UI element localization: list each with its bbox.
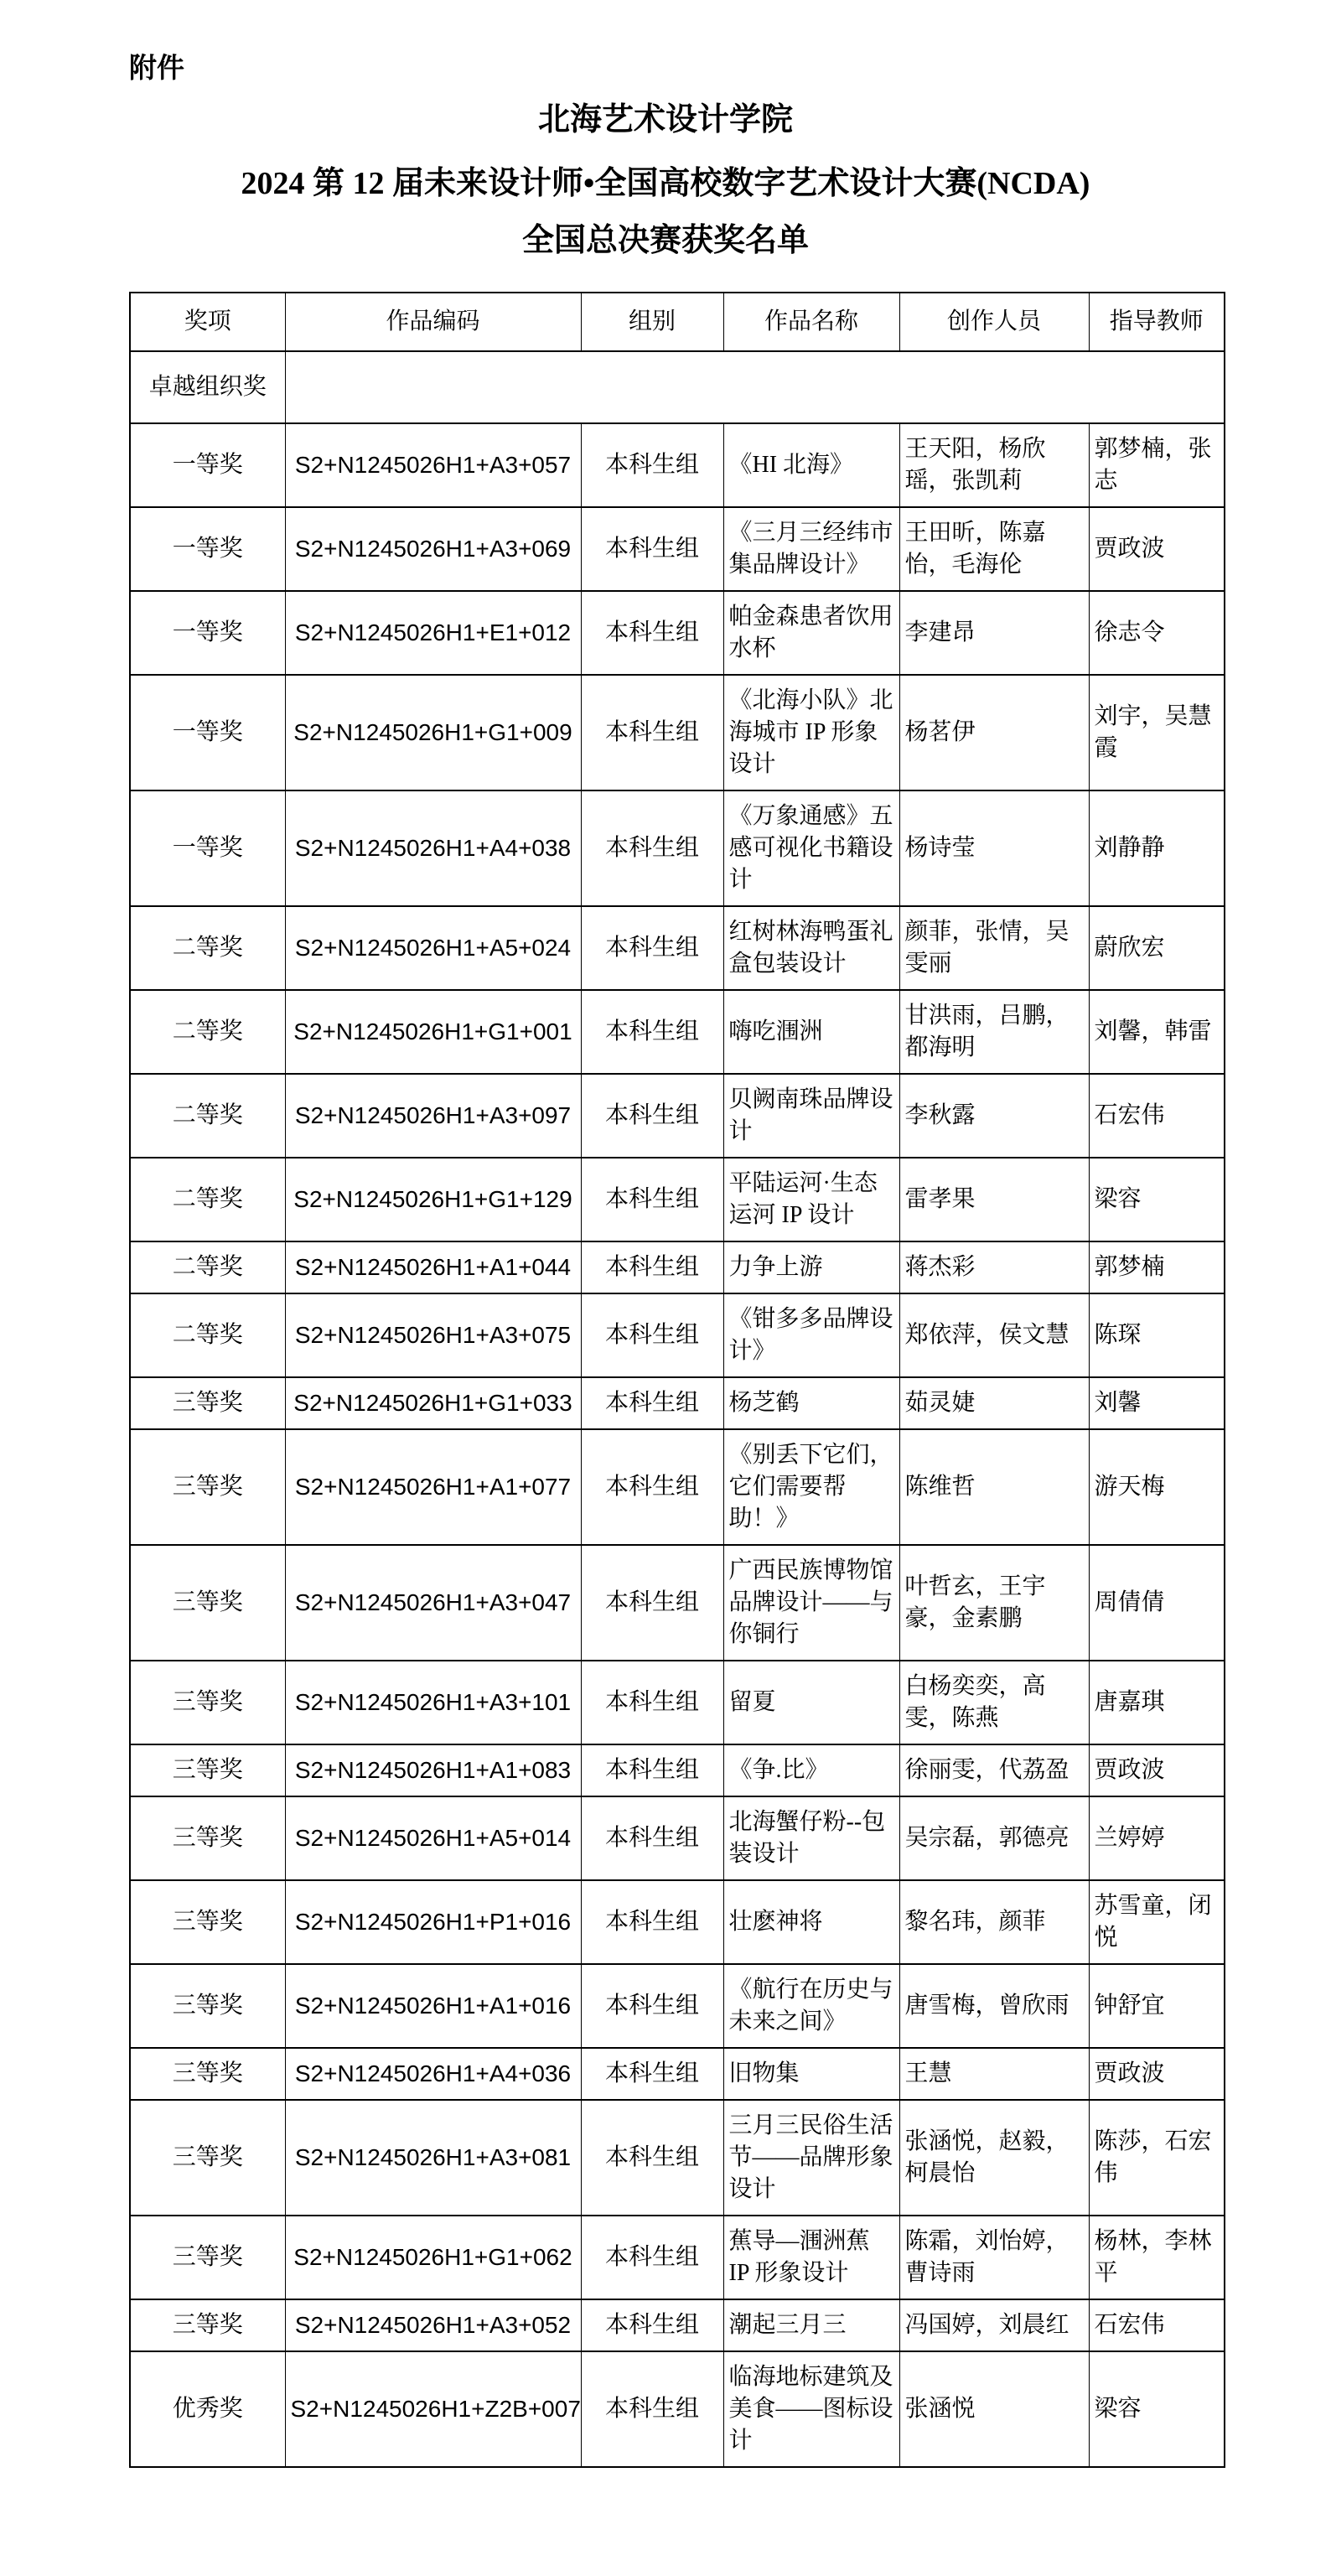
advisors-cell: 梁容 [1089,1158,1225,1241]
award-cell: 一等奖 [130,591,285,675]
code-cell: S2+N1245026H1+A1+083 [285,1744,581,1796]
award-cell: 三等奖 [130,1661,285,1744]
creators-cell: 徐丽雯，代荔盈 [899,1744,1089,1796]
award-cell: 二等奖 [130,1158,285,1241]
advisors-cell: 蔚欣宏 [1089,906,1225,990]
table-row [130,591,1225,675]
creators-cell: 陈霜，刘怡婷，曹诗雨 [899,2216,1089,2299]
award-cell: 三等奖 [130,1796,285,1880]
code-cell: S2+N1245026H1+A1+077 [285,1429,581,1545]
work-title-cell: 红树林海鸭蛋礼盒包装设计 [723,906,899,990]
header-creators: 创作人员 [899,293,1089,351]
code-cell: S2+N1245026H1+A3+075 [285,1293,581,1377]
award-cell: 三等奖 [130,1545,285,1661]
code-cell: S2+N1245026H1+P1+016 [285,1880,581,1964]
creators-cell: 张涵悦，赵毅，柯晨怡 [899,2100,1089,2216]
group-cell: 本科生组 [581,1744,723,1796]
code-cell: S2+N1245026H1+E1+012 [285,591,581,675]
work-title-cell: 《钳多多品牌设计》 [723,1293,899,1377]
work-title-cell: 帕金森患者饮用水杯 [723,591,899,675]
work-title-cell: 留夏 [723,1661,899,1744]
group-cell: 本科生组 [581,2299,723,2351]
code-cell: S2+N1245026H1+A3+047 [285,1545,581,1661]
creators-cell: 茹灵婕 [899,1377,1089,1429]
advisors-cell: 陈琛 [1089,1293,1225,1377]
work-title-cell: 力争上游 [723,1241,899,1293]
code-cell: S2+N1245026H1+A4+036 [285,2048,581,2100]
creators-cell: 黎名玮，颜菲 [899,1880,1089,1964]
work-title-cell: 《航行在历史与未来之间》 [723,1964,899,2048]
group-cell: 本科生组 [581,790,723,906]
list-title: 全国总决赛获奖名单 [521,223,809,258]
creators-cell: 蒋杰彩 [899,1241,1089,1293]
award-cell: 二等奖 [130,1293,285,1377]
creators-cell: 陈维哲 [899,1429,1089,1545]
group-cell: 本科生组 [581,2216,723,2299]
code-cell: S2+N1245026H1+G1+001 [285,990,581,1074]
table-row [130,1796,1225,1880]
group-cell: 本科生组 [581,906,723,990]
work-title-cell: 北海蟹仔粉--包装设计 [723,1796,899,1880]
table-row [130,675,1225,790]
advisors-cell: 石宏伟 [1089,1074,1225,1158]
work-title-cell: 临海地标建筑及美食——图标设计 [723,2351,899,2467]
awards-table-body [130,351,1225,2467]
award-cell: 优秀奖 [130,2351,285,2467]
advisors-cell: 刘馨，韩雷 [1089,990,1225,1074]
award-cell: 二等奖 [130,1241,285,1293]
table-row [130,2351,1225,2467]
creators-cell: 张涵悦 [899,2351,1089,2467]
group-cell: 本科生组 [581,2048,723,2100]
code-cell: S2+N1245026H1+G1+009 [285,675,581,790]
table-row [130,1074,1225,1158]
header-group: 组别 [581,293,723,351]
group-cell: 本科生组 [581,1241,723,1293]
creators-cell: 唐雪梅，曾欣雨 [899,1964,1089,2048]
creators-cell: 李秋露 [899,1074,1089,1158]
table-row [130,1429,1225,1545]
code-cell: S2+N1245026H1+A3+057 [285,423,581,507]
table-row [130,2299,1225,2351]
creators-cell: 王天阳，杨欣瑶，张凯莉 [899,423,1089,507]
award-cell: 一等奖 [130,507,285,591]
creators-cell: 颜菲，张情，吴雯丽 [899,906,1089,990]
awards-table [129,292,1225,2468]
work-title-cell: 《HI 北海》 [723,423,899,507]
group-cell: 本科生组 [581,1293,723,1377]
group-cell: 本科生组 [581,1429,723,1545]
table-row [130,1377,1225,1429]
work-title-cell: 杨芝鹤 [723,1377,899,1429]
award-cell: 三等奖 [130,1964,285,2048]
advisors-cell: 杨林，李林平 [1089,2216,1225,2299]
advisors-cell: 梁容 [1089,2351,1225,2467]
advisors-cell: 兰婷婷 [1089,1796,1225,1880]
table-row [130,906,1225,990]
group-cell: 本科生组 [581,1661,723,1744]
group-cell: 本科生组 [581,1377,723,1429]
work-title-cell: 潮起三月三 [723,2299,899,2351]
award-cell: 二等奖 [130,990,285,1074]
header-title: 作品名称 [723,293,899,351]
table-row [130,1545,1225,1661]
award-cell: 三等奖 [130,2100,285,2216]
table-row [130,2048,1225,2100]
group-cell: 本科生组 [581,675,723,790]
award-cell: 三等奖 [130,1377,285,1429]
creators-cell: 吴宗磊，郭德亮 [899,1796,1089,1880]
table-row [130,1241,1225,1293]
code-cell: S2+N1245026H1+G1+033 [285,1377,581,1429]
advisors-cell: 周倩倩 [1089,1545,1225,1661]
table-row [130,1880,1225,1964]
work-title-cell: 《争.比》 [723,1744,899,1796]
advisors-cell: 刘静静 [1089,790,1225,906]
creators-cell: 冯国婷，刘晨红 [899,2299,1089,2351]
award-cell: 三等奖 [130,1744,285,1796]
table-row [130,2100,1225,2216]
group-cell: 本科生组 [581,423,723,507]
advisors-cell: 贾政波 [1089,507,1225,591]
table-row [130,2216,1225,2299]
award-cell: 一等奖 [130,423,285,507]
group-cell: 本科生组 [581,1545,723,1661]
work-title-cell: 壮麽神将 [723,1880,899,1964]
table-row [130,1158,1225,1241]
code-cell: S2+N1245026H1+A5+014 [285,1796,581,1880]
work-title-cell: 嗨吃涠洲 [723,990,899,1074]
advisors-cell: 贾政波 [1089,1744,1225,1796]
advisors-cell: 贾政波 [1089,2048,1225,2100]
code-cell: S2+N1245026H1+A1+044 [285,1241,581,1293]
advisors-cell: 钟舒宜 [1089,1964,1225,2048]
work-title-cell: 《别丢下它们，它们需要帮助！》 [723,1429,899,1545]
advisors-cell: 徐志令 [1089,591,1225,675]
work-title-cell: 三月三民俗生活节——品牌形象设计 [723,2100,899,2216]
creators-cell: 杨茗伊 [899,675,1089,790]
group-cell: 本科生组 [581,1158,723,1241]
award-cell: 三等奖 [130,1429,285,1545]
header-advisors: 指导教师 [1089,293,1225,351]
work-title-cell: 《北海小队》北海城市 IP 形象设计 [723,675,899,790]
group-cell: 本科生组 [581,1880,723,1964]
award-cell: 三等奖 [130,2216,285,2299]
table-row [130,1744,1225,1796]
creators-cell: 杨诗莹 [899,790,1089,906]
code-cell: S2+N1245026H1+Z2B+007 [285,2351,581,2467]
table-row [130,790,1225,906]
group-cell: 本科生组 [581,990,723,1074]
award-cell: 三等奖 [130,1880,285,1964]
award-cell: 二等奖 [130,1074,285,1158]
table-header-row [130,293,1225,351]
code-cell: S2+N1245026H1+G1+062 [285,2216,581,2299]
code-cell: S2+N1245026H1+A3+097 [285,1074,581,1158]
advisors-cell: 刘馨 [1089,1377,1225,1429]
creators-cell: 白杨奕奕，高雯，陈燕 [899,1661,1089,1744]
header-code: 作品编码 [285,293,581,351]
section-award-cell: 卓越组织奖 [130,351,285,423]
work-title-cell: 广西民族博物馆品牌设计——与你铜行 [723,1545,899,1661]
attachment-label: 附件 [129,54,184,84]
award-cell: 三等奖 [130,2048,285,2100]
group-cell: 本科生组 [581,507,723,591]
table-row [130,423,1225,507]
advisors-cell: 郭梦楠 [1089,1241,1225,1293]
code-cell: S2+N1245026H1+A4+038 [285,790,581,906]
work-title-cell: 旧物集 [723,2048,899,2100]
code-cell: S2+N1245026H1+A3+081 [285,2100,581,2216]
group-cell: 本科生组 [581,1796,723,1880]
table-row [130,1964,1225,2048]
table-row [130,1661,1225,1744]
group-cell: 本科生组 [581,2100,723,2216]
award-cell: 一等奖 [130,675,285,790]
advisors-cell: 郭梦楠，张志 [1089,423,1225,507]
group-cell: 本科生组 [581,2351,723,2467]
code-cell: S2+N1245026H1+A5+024 [285,906,581,990]
section-row [130,351,1225,423]
advisors-cell: 石宏伟 [1089,2299,1225,2351]
work-title-cell: 《万象通感》五感可视化书籍设计 [723,790,899,906]
work-title-cell: 平陆运河·生态运河 IP 设计 [723,1158,899,1241]
section-empty-cell [285,351,1225,423]
creators-cell: 王慧 [899,2048,1089,2100]
work-title-cell: 《三月三经纬市集品牌设计》 [723,507,899,591]
code-cell: S2+N1245026H1+A3+101 [285,1661,581,1744]
creators-cell: 叶哲玄，王宇豪，金素鹏 [899,1545,1089,1661]
group-cell: 本科生组 [581,1074,723,1158]
table-row [130,1293,1225,1377]
competition-title: 2024 第 12 届未来设计师•全国高校数字艺术设计大赛(NCDA) [241,166,1090,201]
award-cell: 二等奖 [130,906,285,990]
award-cell: 三等奖 [130,2299,285,2351]
work-title-cell: 贝阙南珠品牌设计 [723,1074,899,1158]
creators-cell: 雷孝果 [899,1158,1089,1241]
header-award: 奖项 [130,293,285,351]
code-cell: S2+N1245026H1+A3+069 [285,507,581,591]
table-row [130,507,1225,591]
award-cell: 一等奖 [130,790,285,906]
creators-cell: 王田昕，陈嘉怡，毛海伦 [899,507,1089,591]
code-cell: S2+N1245026H1+A1+016 [285,1964,581,2048]
advisors-cell: 苏雪童，闭悦 [1089,1880,1225,1964]
group-cell: 本科生组 [581,1964,723,2048]
group-cell: 本科生组 [581,591,723,675]
school-title: 北海艺术设计学院 [537,102,793,137]
table-row [130,990,1225,1074]
code-cell: S2+N1245026H1+G1+129 [285,1158,581,1241]
code-cell: S2+N1245026H1+A3+052 [285,2299,581,2351]
advisors-cell: 唐嘉琪 [1089,1661,1225,1744]
creators-cell: 李建昂 [899,591,1089,675]
advisors-cell: 陈莎，石宏伟 [1089,2100,1225,2216]
advisors-cell: 游天梅 [1089,1429,1225,1545]
advisors-cell: 刘宇，吴慧霞 [1089,675,1225,790]
creators-cell: 甘洪雨，吕鹏，都海明 [899,990,1089,1074]
creators-cell: 郑依萍，侯文慧 [899,1293,1089,1377]
work-title-cell: 蕉导—涠洲蕉 IP 形象设计 [723,2216,899,2299]
